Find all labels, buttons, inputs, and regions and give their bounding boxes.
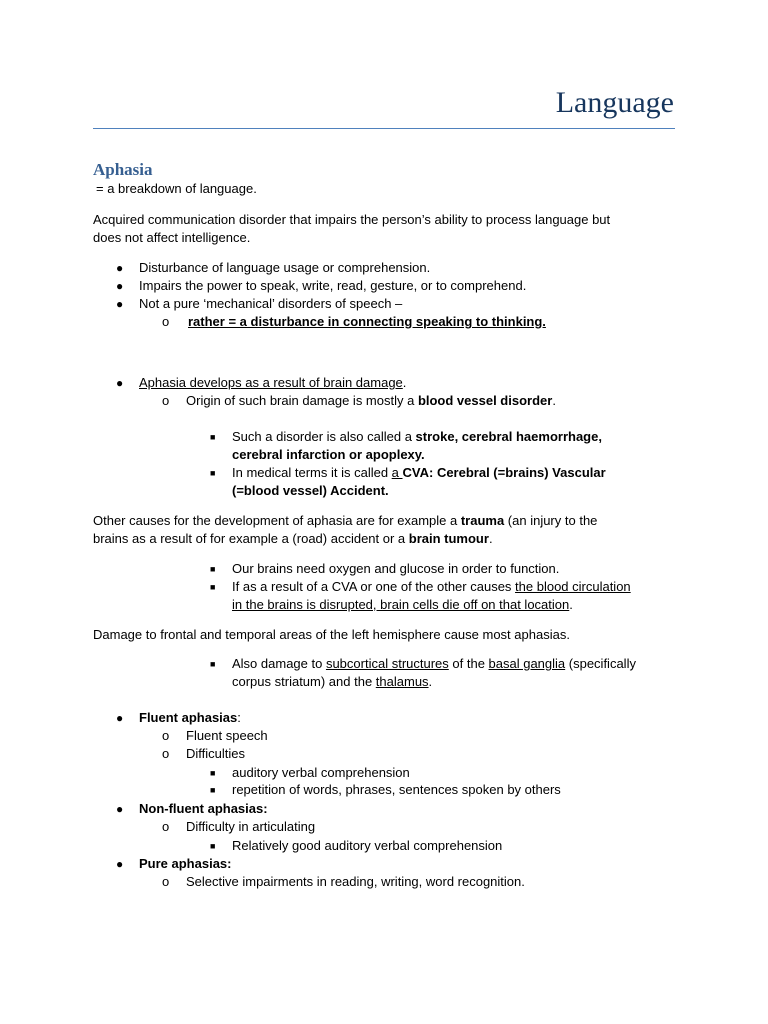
list-subsubitem: Our brains need oxygen and glucose in order to function. bbox=[232, 561, 560, 576]
list-subsubitem-cont: cerebral infarction or apoplexy. bbox=[232, 447, 425, 462]
bullet-disc-icon: ● bbox=[116, 297, 124, 311]
list-subsubitem: Relatively good auditory verbal comprehension bbox=[232, 838, 503, 853]
list-subitem: Selective impairments in reading, writing, word recognition. bbox=[186, 874, 525, 889]
bullet-square-icon: ■ bbox=[210, 659, 216, 669]
bullet-circle-icon: o bbox=[162, 314, 170, 329]
bullet-disc-icon: ● bbox=[116, 857, 124, 871]
list-subitem: Fluent speech bbox=[186, 728, 268, 743]
list-subitem: Difficulties bbox=[186, 746, 246, 761]
list-subsubitem: Such a disorder is also called a stroke, cerebral haemorrhage, bbox=[232, 429, 602, 444]
list-subsubitem: repetition of words, phrases, sentences spoken by others bbox=[232, 782, 561, 797]
list-item: Non-fluent aphasias: bbox=[139, 801, 268, 816]
bullet-disc-icon: ● bbox=[116, 261, 124, 275]
list-item: Not a pure ‘mechanical’ disorders of speech – bbox=[139, 296, 403, 311]
bullet-square-icon: ■ bbox=[210, 841, 216, 851]
bullet-square-icon: ■ bbox=[210, 785, 216, 795]
bullet-circle-icon: o bbox=[162, 819, 170, 834]
list-subsubitem: If as a result of a CVA or one of the other causes the blood circulation bbox=[232, 579, 631, 594]
section-heading: Aphasia bbox=[93, 160, 153, 179]
list-item: Fluent aphasias: bbox=[139, 710, 241, 725]
bullet-square-icon: ■ bbox=[210, 432, 216, 442]
bullet-circle-icon: o bbox=[162, 874, 170, 889]
bullet-disc-icon: ● bbox=[116, 376, 124, 390]
bullet-disc-icon: ● bbox=[116, 711, 124, 725]
bullet-disc-icon: ● bbox=[116, 802, 124, 816]
bullet-square-icon: ■ bbox=[210, 768, 216, 778]
intro-line-1: Acquired communication disorder that impairs the person’s ability to process language but bbox=[93, 212, 611, 227]
bullet-square-icon: ■ bbox=[210, 582, 216, 592]
list-subsubitem: Also damage to subcortical structures of the basal ganglia (specifically bbox=[232, 656, 636, 671]
paragraph-line: brains as a result of for example a (road) accident or a brain tumour. bbox=[93, 531, 493, 546]
list-subsubitem: auditory verbal comprehension bbox=[232, 765, 410, 780]
list-subsubitem-cont: in the brains is disrupted, brain cells die off on that location. bbox=[232, 597, 573, 612]
bullet-disc-icon: ● bbox=[116, 279, 124, 293]
list-item: Aphasia develops as a result of brain damage. bbox=[139, 375, 407, 390]
list-subsubitem-cont: corpus striatum) and the thalamus. bbox=[232, 674, 433, 689]
bullet-circle-icon: o bbox=[162, 728, 170, 743]
list-subitem: rather = a disturbance in connecting speaking to thinking. bbox=[188, 314, 546, 329]
paragraph-line: Other causes for the development of aphasia are for example a trauma (an injury to the bbox=[93, 513, 598, 528]
list-subitem: Origin of such brain damage is mostly a blood vessel disorder. bbox=[186, 393, 556, 408]
bullet-square-icon: ■ bbox=[210, 468, 216, 478]
bullet-circle-icon: o bbox=[162, 393, 170, 408]
list-item: Pure aphasias: bbox=[139, 856, 232, 871]
bullet-circle-icon: o bbox=[162, 746, 170, 761]
title-underline bbox=[93, 128, 675, 129]
list-item: Disturbance of language usage or comprehension. bbox=[139, 260, 431, 275]
page-title: Language bbox=[555, 86, 674, 119]
definition-text: = a breakdown of language. bbox=[96, 181, 257, 196]
paragraph-line: Damage to frontal and temporal areas of the left hemisphere cause most aphasias. bbox=[93, 627, 570, 642]
list-subsubitem: In medical terms it is called a CVA: Cerebral (=brains) Vascular bbox=[232, 465, 606, 480]
list-subsubitem-cont: (=blood vessel) Accident. bbox=[232, 483, 389, 498]
bullet-square-icon: ■ bbox=[210, 564, 216, 574]
list-item: Impairs the power to speak, write, read, gesture, or to comprehend. bbox=[139, 278, 527, 293]
intro-line-2: does not affect intelligence. bbox=[93, 230, 251, 245]
list-subitem: Difficulty in articulating bbox=[186, 819, 316, 834]
